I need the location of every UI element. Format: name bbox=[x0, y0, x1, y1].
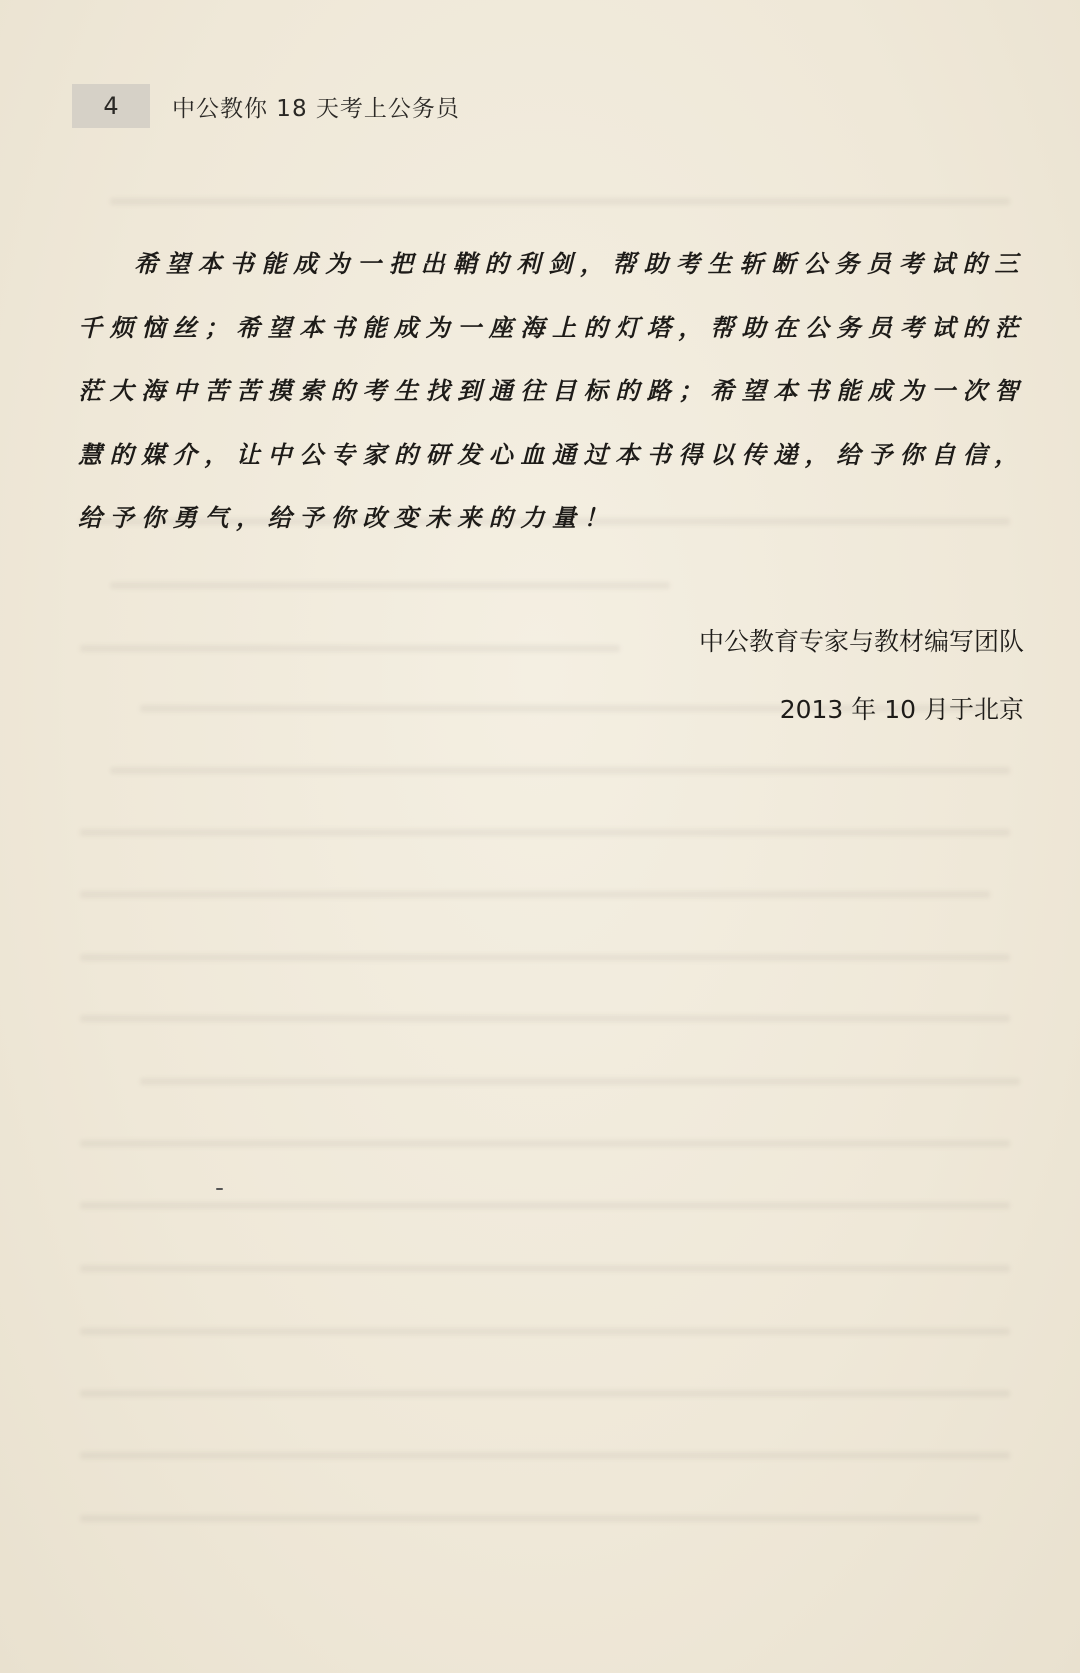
running-header-title: 中公教你 18 天考上公务员 bbox=[172, 95, 460, 122]
signature-author: 中公教育专家与教材编写团队 bbox=[698, 627, 1024, 656]
running-header bbox=[72, 84, 460, 128]
signature-date-place: 2013 年 10 月于北京 bbox=[779, 695, 1024, 724]
signature-block bbox=[699, 618, 1024, 754]
preface-paragraph: 希望本书能成为一把出鞘的利剑，帮助考生斩断公务员考试的三千烦恼丝；希望本书能成为一座海上的灯塔，帮助在公务员考试的茫茫大海中苦苦摸索的考生找到通往目标的路；希望本书能成为一次智慧的媒介，让中公专家的研发心血通过本书得以传递，给予你自信，给予你勇气，给予你改变未来的力量！ bbox=[78, 249, 1026, 532]
paper-speck bbox=[216, 1188, 223, 1190]
page-number: 4 bbox=[72, 84, 150, 128]
